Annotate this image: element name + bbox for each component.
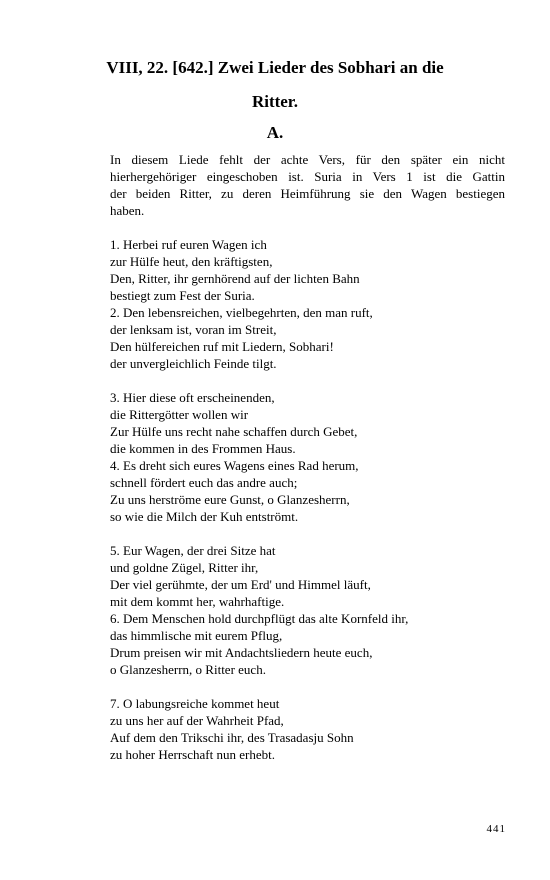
verse-line: die Rittergötter wollen wir [110,407,249,422]
verse-line: 3. Hier diese oft erscheinenden, [110,390,275,405]
page-number: 441 [486,823,506,835]
verse-line: schnell fördert euch das andre auch; [110,475,298,490]
verse-line: der unvergleichlich Feinde tilgt. [110,356,277,371]
verse-line: 2. Den lebensreichen, vielbegehrten, den man ruft, [110,305,373,320]
verse-line: Der viel gerühmte, der um Erd' und Himmel läuft, [110,577,371,592]
section-heading: A. [266,123,284,142]
intro-line: der beiden Ritter, zu deren Heimführung sie den Wagen bestiegen [110,186,505,201]
verse-list [110,236,510,780]
verse-line: das himmlische mit eurem Pflug, [110,628,283,643]
intro-line: haben. [110,203,145,218]
verse-line: 5. Eur Wagen, der drei Sitze hat [110,543,276,558]
intro-paragraph [110,151,505,219]
verse-line: Auf dem den Trikschi ihr, des Trasadasju Sohn [110,730,354,745]
verse-line: so wie die Milch der Kuh entströmt. [110,509,299,524]
stanza [110,389,510,525]
stanza [110,236,510,372]
stanza [110,695,510,763]
verse-line: zur Hülfe heut, den kräftigsten, [110,254,273,269]
verse-line: die kommen in des Frommen Haus. [110,441,296,456]
verse-line: 1. Herbei ruf euren Wagen ich [110,237,267,252]
hymn-title-line-2: Ritter. [251,92,299,111]
hymn-title-line-1: VIII, 22. [642.] Zwei Lieder des Sobhari an die [106,58,444,77]
verse-line: Zu uns herströme eure Gunst, o Glanzesherrn, [110,492,350,507]
intro-line: hierhergehöriger eingeschoben ist. Suria in Vers 1 ist die Gattin [110,169,505,184]
verse-line: o Glanzesherrn, o Ritter euch. [110,662,266,677]
verse-line: und goldne Zügel, Ritter ihr, [110,560,259,575]
stanza [110,542,510,678]
verse-line: Zur Hülfe uns recht nahe schaffen durch Gebet, [110,424,358,439]
verse-line: Den hülfereichen ruf mit Liedern, Sobhari! [110,339,334,354]
verse-line: zu uns her auf der Wahrheit Pfad, [110,713,284,728]
verse-line: 4. Es dreht sich eures Wagens eines Rad herum, [110,458,359,473]
intro-line: In diesem Liede fehlt der achte Vers, für den später ein nicht [110,152,505,167]
verse-line: der lenksam ist, voran im Streit, [110,322,277,337]
verse-line: mit dem kommt her, wahrhaftige. [110,594,285,609]
verse-line: 7. O labungsreiche kommet heut [110,696,280,711]
verse-line: zu hoher Herrschaft nun erhebt. [110,747,275,762]
verse-line: Drum preisen wir mit Andachtsliedern heute euch, [110,645,373,660]
verse-line: bestiegt zum Fest der Suria. [110,288,255,303]
verse-line: 6. Dem Menschen hold durchpflügt das alte Kornfeld ihr, [110,611,409,626]
verse-line: Den, Ritter, ihr gernhörend auf der lichten Bahn [110,271,360,286]
